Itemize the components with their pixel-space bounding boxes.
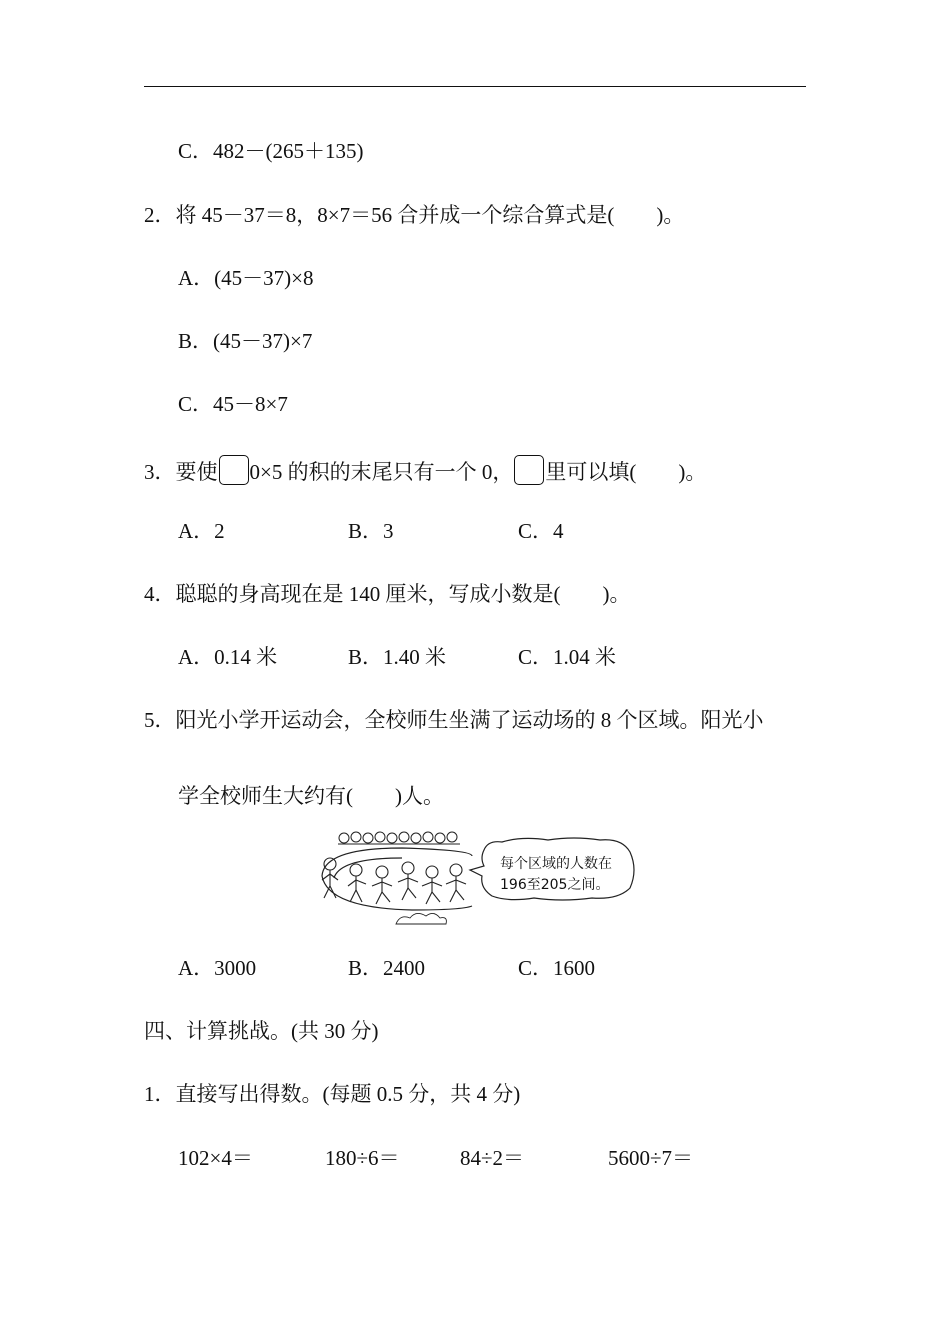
calc-expr-1: 102×4＝ [178,1146,253,1170]
q3-option-a: A．2 [178,519,225,543]
q5-option-a: A．3000 [178,956,257,980]
q3-option-c: C．4 [518,519,564,543]
q3-stem-suffix: 里可以填( )。 [545,460,707,484]
calc-expr-3: 84÷2＝ [460,1146,525,1170]
section4-q1-stem: 1．直接写出得数。(每题 0.5 分，共 4 分) [144,1082,521,1106]
track-ellipse [322,848,472,910]
q3-stem-mid: 0×5 的积的末尾只有一个 0， [249,460,514,484]
q4-option-c: C．1.04 米 [518,645,617,669]
dust-cloud [396,913,446,924]
tree-row [338,832,460,844]
q3-stem-prefix: 3．要使 [144,460,218,484]
q2-option-b: B．(45－37)×7 [178,329,313,353]
runners [322,858,466,904]
q3-option-b: B．3 [348,519,394,543]
q4-option-b: B．1.40 米 [348,645,447,669]
q4-option-a: A．0.14 米 [178,645,278,669]
q4-stem: 4．聪聪的身高现在是 140 厘米，写成小数是( )。 [144,582,631,606]
q5-stem-line1: 5．阳光小学开运动会，全校师生坐满了运动场的 8 个区域。阳光小 [144,708,764,732]
header-rule [144,86,806,87]
q2-stem: 2．将 45－37＝8，8×7＝56 合并成一个综合算式是( )。 [144,203,685,227]
q3-stem [144,455,706,485]
q1-option-c: C．482－(265＋135) [178,139,364,163]
q5-option-c: C．1600 [518,956,596,980]
blank-box-2 [514,455,544,485]
calc-expr-4: 5600÷7＝ [608,1146,694,1170]
sports-field-illustration [312,826,642,930]
q5-option-b: B．2400 [348,956,426,980]
bubble-text-line1: 每个区域的人数在 [500,856,612,872]
q5-stem-line2: 学全校师生大约有( )人。 [178,784,444,808]
section4-title: 四、计算挑战。(共 30 分) [144,1019,379,1043]
bubble-text-line2: 196至205之间。 [500,877,610,893]
calc-expr-2: 180÷6＝ [325,1146,400,1170]
q2-option-a: A．(45－37)×8 [178,266,314,290]
blank-box-1 [219,455,249,485]
q2-option-c: C．45－8×7 [178,392,288,416]
